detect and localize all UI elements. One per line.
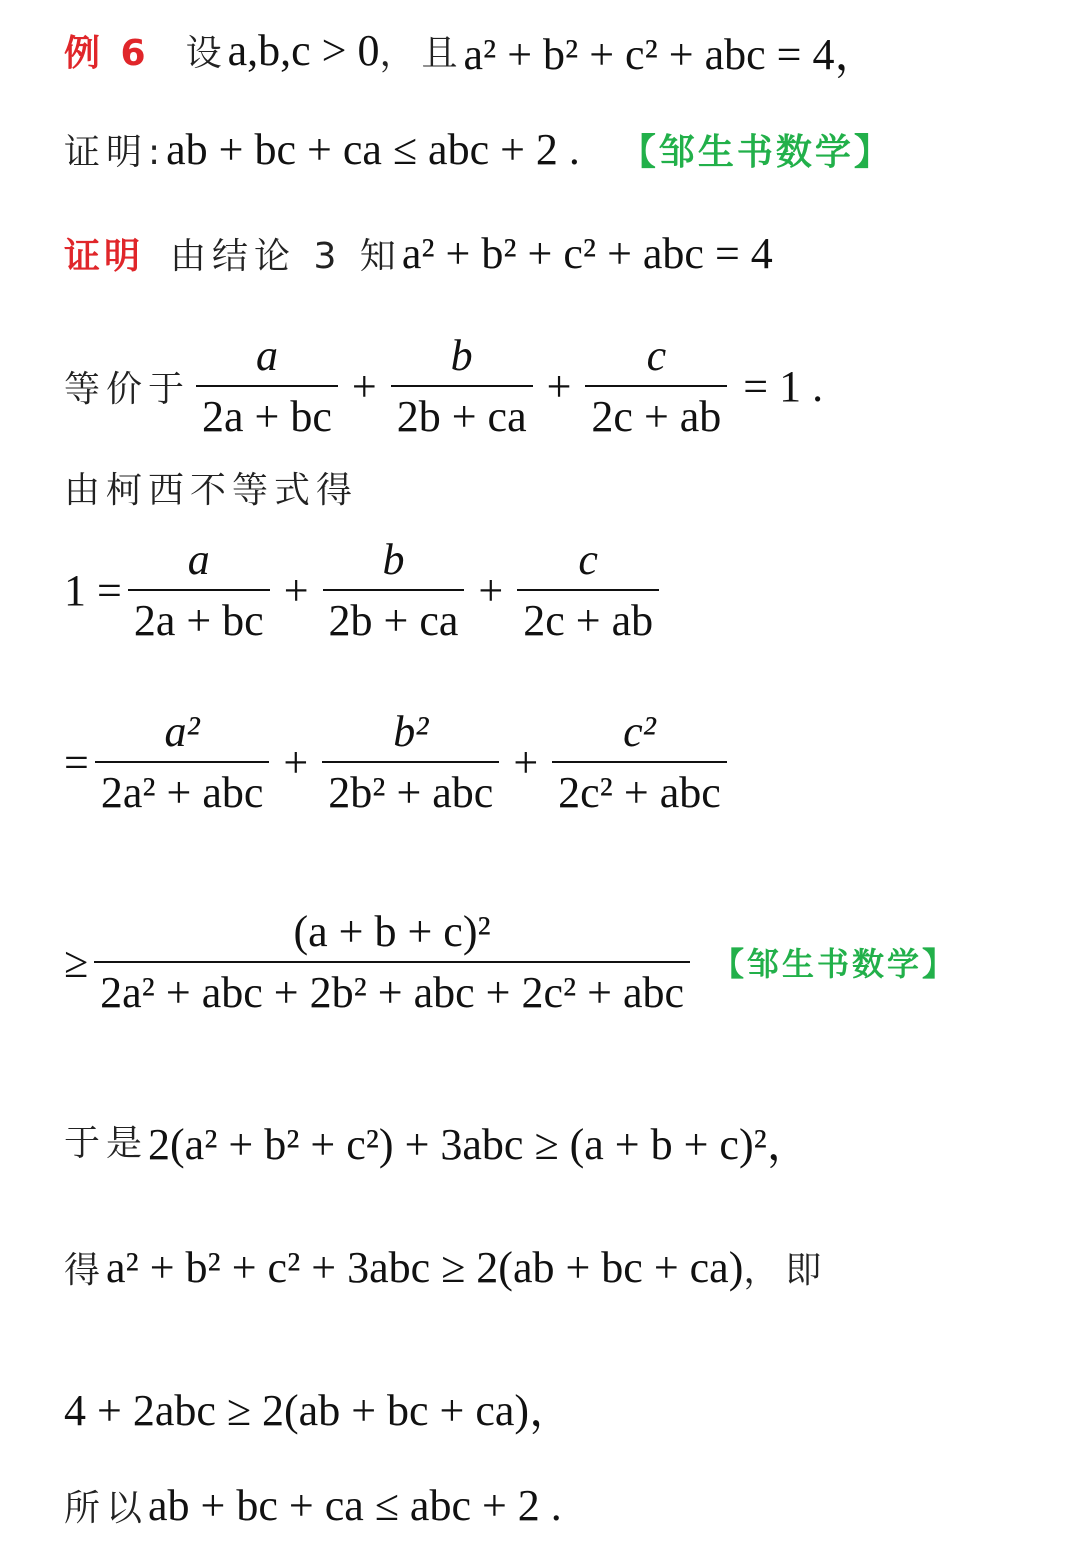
proof-line1-text: 由结论 3 知 <box>170 236 402 277</box>
given-and: ，且 <box>379 32 464 74</box>
get-math: a² + b² + c² + 3abc ≥ 2(ab + bc + ca) <box>106 1243 744 1292</box>
cauchy-bound-line <box>64 906 957 1018</box>
example-statement-line2 <box>64 124 893 175</box>
so-math: ab + bc + ca ≤ abc + 2 . <box>148 1481 562 1530</box>
equals-sign: = <box>64 737 89 787</box>
sq-fraction-3: $\frac{\text{c²}}{\text{2c² + abc}}$ <box>552 706 727 818</box>
four-line <box>64 1374 573 1438</box>
one-equals: 1 = <box>64 565 122 615</box>
get-line <box>64 1242 827 1293</box>
proof-line1-math: a² + b² + c² + abc = 4 <box>401 229 773 278</box>
example-statement-line1 <box>64 18 878 82</box>
equivalence-line: 等价于 $\frac{a}{2a + bc}$ + $\frac{b}{2b + ca}$ + $\frac{c}{2c + ab}$ = 1 . <box>64 331 824 441</box>
four-math: 4 + 2abc ≥ 2(ab + bc + ca)， <box>64 1386 574 1435</box>
big-fraction: $\frac{\text{(a + b + c)²}}{\text{2a² + abc + 2b² + abc + 2c² + abc}}$ <box>94 906 690 1018</box>
cauchy-line <box>64 462 358 513</box>
given-condition: a² + b² + c² + abc = 4， <box>463 30 879 79</box>
fraction-2: $\frac{b}{2b + ca}$ <box>391 330 533 442</box>
ge-sign: ≥ <box>64 937 89 987</box>
fraction-c: $\frac{c}{2c + ab}$ <box>517 534 659 646</box>
proof-line1 <box>64 228 773 279</box>
fraction-a: $\frac{a}{2a + bc}$ <box>128 534 270 646</box>
proof-label: 证明 <box>64 236 145 277</box>
thus-text: 于是 <box>64 1122 149 1164</box>
thus-line <box>64 1108 811 1172</box>
so-text: 所以 <box>64 1488 149 1529</box>
equiv-tail: = 1 . <box>743 361 824 411</box>
given-vars: a,b,c > 0 <box>227 25 380 75</box>
get-tail: ，即 <box>743 1250 828 1291</box>
sq-fraction-1: $\frac{\text{a²}}{\text{2a² + abc}}$ <box>95 706 270 818</box>
prove-statement: ab + bc + ca ≤ abc + 2 . <box>166 125 580 174</box>
fraction-1: $\frac{a}{2a + bc}$ <box>196 330 338 442</box>
watermark-2: 【邹生书数学】 <box>712 945 958 983</box>
thus-math: 2(a² + b² + c²) + 3abc ≥ (a + b + c)²， <box>148 1120 811 1169</box>
get-text: 得 <box>64 1250 107 1291</box>
squared-fractions-line: = $\frac{\text{a²}}{\text{2a² + abc}}$ + $\frac{\text{b²}}{\text{2b² + abc}}$ + $\frac{\text{c²}}{\text{2c² + abc}}$ <box>64 706 733 818</box>
watermark: 【邹生书数学】 <box>619 132 893 173</box>
conclusion-line <box>64 1480 562 1531</box>
one-equals-line: 1 = $\frac{a}{2a + bc}$ + $\frac{b}{2b + ca}$ + $\frac{c}{2c + ab}$ <box>64 534 665 646</box>
example-label: 例 6 <box>64 32 150 74</box>
cauchy-text: 由柯西不等式得 <box>64 470 359 511</box>
equiv-text: 等价于 <box>64 368 191 410</box>
given-intro: 设 <box>185 32 228 74</box>
fraction-3: $\frac{c}{2c + ab}$ <box>585 330 727 442</box>
prove-intro: 证明: <box>64 132 167 173</box>
fraction-b: $\frac{b}{2b + ca}$ <box>323 534 465 646</box>
sq-fraction-2: $\frac{\text{b²}}{\text{2b² + abc}}$ <box>322 706 499 818</box>
